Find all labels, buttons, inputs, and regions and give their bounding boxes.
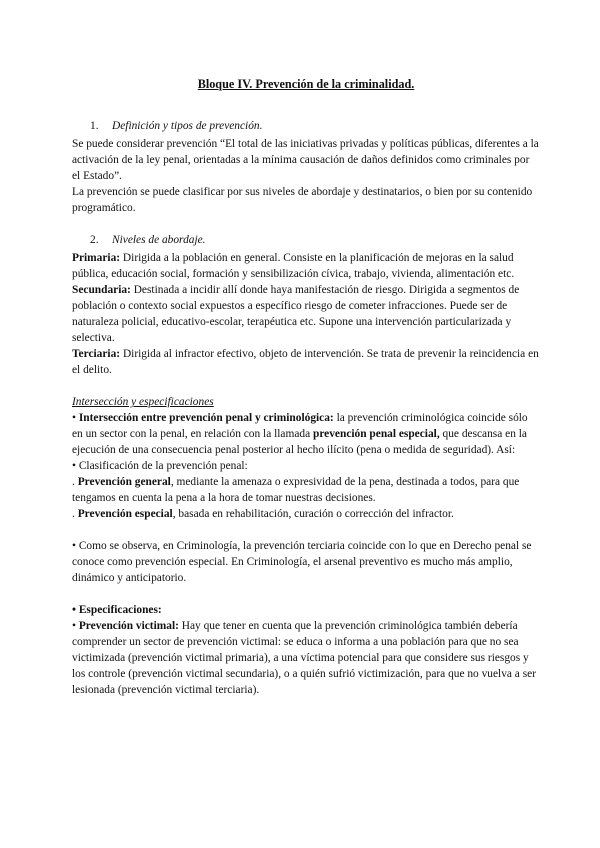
text-interseccion-a: la prevención criminológica coincide sólo en un sector con la penal, en relación con la llamada xyxy=(72,412,528,440)
label-especificaciones: • Especificaciones: xyxy=(72,604,162,616)
text-primaria: Dirigida a la población en general. Consiste en la planificación de mejoras en la salud pública, educación social, formación y sensibilización cívica, trabajo, vivienda, alimentación etc. xyxy=(72,252,515,280)
bullet-prefix: • xyxy=(72,620,79,632)
text-secundaria: Destinada a incidir allí donde haya manifestación de riesgo. Dirigida a segmentos de población o contexto social expuestos a específico riesgo de cometer infracciones. Puede ser de naturaleza policial, educativo-escolar, terapéutica etc. Supone una intervención particularizada y selectiva. xyxy=(72,284,520,344)
paragraph-clasificacion: La prevención se puede clasificar por sus niveles de abordaje y destinatarios, o bien por su contenido programático. xyxy=(72,186,533,214)
label-prevencion-general: Prevención general xyxy=(77,476,171,488)
paragraph-clasificacion-penal: • Clasificación de la prevención penal: xyxy=(72,460,248,472)
section-heading-text: Niveles de abordaje. xyxy=(112,234,206,246)
label-prevencion-penal-especial: prevención penal especial, xyxy=(313,428,440,440)
section-heading-text: Definición y tipos de prevención. xyxy=(112,120,263,132)
label-interseccion: Intersección entre prevención penal y criminológica: xyxy=(78,412,334,424)
bullet-prefix: • xyxy=(72,412,79,424)
text-prevencion-general: , mediante la amenaza o expresividad de la pena, destinada a todos, para que tengamos en cuenta la pena a la hora de tomar nuestras decisiones. xyxy=(72,476,520,504)
item-prefix: . xyxy=(72,476,78,488)
text-prevencion-victimal: Hay que tener en cuenta que la prevención criminológica también debería comprender un sector de prevención victimal: se educa o informa a una población para que no sea victimizada (prevención victimal primaria), a una víctima potencial para que considere sus riesgos y los controle (prevención victimal secundaria), o a quién sufrió victimización, para que no vuelva a ser lesionada (prevención victimal terciaria). xyxy=(72,620,536,696)
paragraph-victimal xyxy=(72,618,540,698)
text-terciaria: Dirigida al infractor efectivo, objeto de intervención. Se trata de prevenir la reincidencia en el delito. xyxy=(72,348,539,376)
item-prefix: . xyxy=(72,508,78,520)
label-terciaria: Terciaria: xyxy=(72,348,121,360)
paragraph-prevencion-especial xyxy=(72,506,540,522)
label-secundaria: Secundaria: xyxy=(72,284,131,296)
label-primaria: Primaria: xyxy=(72,252,121,264)
section-number: 2. xyxy=(90,234,99,246)
paragraph-prevencion-general xyxy=(72,474,540,506)
document-title: Bloque IV. Prevención de la criminalidad. xyxy=(197,77,415,91)
label-prevencion-victimal: Prevención victimal: xyxy=(78,620,179,632)
text-interseccion-b: que descansa en la ejecución de una consecuencia penal posterior al hecho ilícito (pena o medida de seguridad). Así: xyxy=(72,428,527,456)
section-heading-niveles xyxy=(90,232,540,248)
section-number: 1. xyxy=(90,120,99,132)
paragraph-observa: • Como se observa, en Criminología, la prevención terciaria coincide con lo que en Derecho penal se conoce como prevención especial. En Criminología, el arsenal preventivo es mucho más amplio, dinámico y anticipatorio. xyxy=(72,540,532,584)
paragraph-especificaciones xyxy=(72,602,540,618)
paragraph-definicion: Se puede considerar prevención “El total de las iniciativas privadas y políticas públicas, diferentes a la activación de la ley penal, orientadas a la mínima causación de daños definidos como criminales por el Estado”. xyxy=(72,138,539,182)
text-prevencion-especial: , basada en rehabilitación, curación o corrección del infractor. xyxy=(172,508,454,520)
paragraph-secundaria xyxy=(72,282,540,346)
paragraph-interseccion xyxy=(72,410,540,458)
subheading-interseccion: Intersección y especificaciones xyxy=(72,396,214,408)
section-heading-definicion xyxy=(90,118,540,134)
paragraph-terciaria xyxy=(72,346,540,378)
paragraph-primaria xyxy=(72,250,540,282)
label-prevencion-especial: Prevención especial xyxy=(77,508,173,520)
